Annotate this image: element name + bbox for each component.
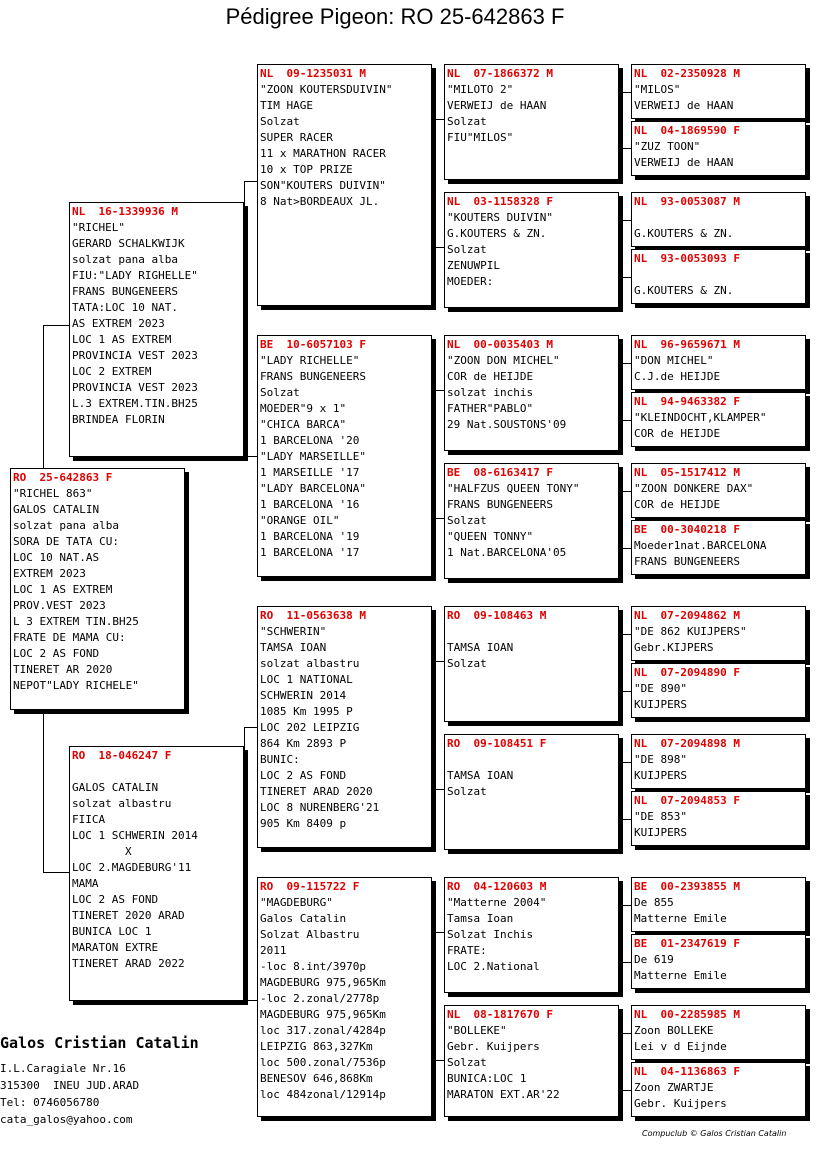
pedigree-card [631,335,806,390]
pedigree-line: SORA DE TATA CU: [13,535,119,548]
pedigree-card [631,392,806,447]
ring-number: NL 04-1869590 F [634,124,740,137]
pedigree-line: 1 BARCELONA '17 [260,546,360,559]
connector-line [619,220,631,221]
pedigree-line: COR de HEIJDE [447,370,534,383]
pedigree-line: LOC 8 NURENBERG'21 [260,801,380,814]
pedigree-line: Solzat [260,115,300,128]
ring-number: RO 09-115722 F [260,880,360,893]
ring-number: NL 00-0035403 M [447,338,553,351]
pedigree-card [444,877,619,993]
pedigree-line: Matterne Emile [634,969,727,982]
connector-line [432,518,444,519]
pedigree-line: L 3 EXTREM TIN.BH25 [13,615,139,628]
pedigree-line [447,752,616,768]
pedigree-card [69,746,244,1001]
ring-number: NL 00-2285985 M [634,1008,740,1021]
pedigree-line: 1085 Km 1995 P [260,705,353,718]
pedigree-line: GERARD SCHALKWIJK [72,237,185,250]
pedigree-line: LOC 1 SCHWERIN 2014 [72,829,198,842]
ring-number: NL 08-1817670 F [447,1008,553,1021]
ring-number: RO 09-108463 M [447,609,547,622]
pedigree-line: FRANS BUNGENEERS [447,498,553,511]
pedigree-line [634,267,803,283]
pedigree-line: De 855 [634,896,674,909]
pedigree-line: KUIJPERS [634,769,687,782]
connector-line [244,456,257,457]
pedigree-line: TINERET ARAD 2022 [72,957,185,970]
pedigree-line: "Matterne 2004" [447,896,547,909]
pedigree-line: loc 500.zonal/7536p [260,1056,386,1069]
pedigree-card [631,64,806,119]
connector-line [619,1033,631,1034]
pedigree-line: Solzat [447,115,487,128]
pedigree-line: X [72,845,132,858]
connector-line [619,905,631,906]
pedigree-line: TATA:LOC 10 NAT. [72,301,178,314]
ring-number: NL 07-2094853 F [634,794,740,807]
pedigree-line: BENESOV 646,868Km [260,1072,373,1085]
pedigree-line: C.J.de HEIJDE [634,370,721,383]
pedigree-card [257,64,432,306]
pedigree-line: "CHICA BARCA" [260,418,347,431]
pedigree-line: Zoon BOLLEKE [634,1024,714,1037]
ring-number: RO 04-120603 M [447,880,547,893]
connector-line [432,1060,444,1061]
pedigree-line: Zoon ZWARTJE [634,1081,714,1094]
pedigree-line: G.KOUTERS & ZN. [447,227,547,240]
pedigree-line: "ZOON DON MICHEL" [447,354,560,367]
pedigree-line: "MILOTO 2" [447,83,514,96]
pedigree-line: Gebr. Kuijpers [634,1097,727,1110]
pedigree-line [447,624,616,640]
pedigree-line: "LADY RICHELLE" [260,354,360,367]
owner-phone: Tel: 0746056780 [0,1096,100,1109]
pedigree-card [444,734,619,850]
pedigree-line: Solzat [447,243,487,256]
pedigree-card [631,192,806,247]
ring-number: NL 96-9659671 M [634,338,740,351]
connector-line [244,727,257,728]
pedigree-line: FRATE DE MAMA CU: [13,631,126,644]
pedigree-line [634,210,803,226]
pedigree-card [631,877,806,932]
pedigree-line: GALOS CATALIN [13,503,100,516]
connector-line [619,363,631,364]
pedigree-card [631,249,806,304]
connector-line [432,390,444,391]
pedigree-card [444,335,619,451]
pedigree-line: COR de HEIJDE [634,498,721,511]
pedigree-card [631,1062,806,1117]
pedigree-line: LOC 2.MAGDEBURG'11 [72,861,192,874]
pedigree-line: G.KOUTERS & ZN. [634,227,734,240]
pedigree-line: 905 Km 8409 p [260,817,347,830]
pedigree-line: 8 Nat>BORDEAUX JL. [260,195,380,208]
ring-number: NL 07-1866372 M [447,67,553,80]
page-title: Pédigree Pigeon: RO 25-642863 F [225,4,565,29]
pedigree-card [631,934,806,989]
pedigree-line: BUNIC: [260,753,300,766]
pedigree-line: 11 x MARATHON RACER [260,147,386,160]
pedigree-line: FRATE: [447,944,487,957]
connector-line [619,962,631,963]
ring-number: RO 25-642863 F [13,471,113,484]
owner-address-block [0,1060,139,1128]
owner-name: Galos Cristian Catalin [0,1034,199,1052]
pedigree-card [444,463,619,579]
pedigree-line: -loc 8.int/3970p [260,960,366,973]
pedigree-line: FIICA [72,813,106,826]
pedigree-line: 864 Km 2893 P [260,737,347,750]
pedigree-line: "ORANGE OIL" [260,514,340,527]
pedigree-line: Gebr. Kuijpers [447,1040,540,1053]
pedigree-line: LOC 1 AS EXTREM [13,583,113,596]
pedigree-card [631,121,806,176]
pedigree-line: LOC 2 AS FOND [260,769,347,782]
pedigree-line: BUNICA LOC 1 [72,925,152,938]
connector-line [244,1000,257,1001]
ring-number: NL 04-1136863 F [634,1065,740,1078]
pedigree-line: Tamsa Ioan [447,912,514,925]
ring-number: NL 93-0053093 F [634,252,740,265]
pedigree-line: TAMSA IOAN [447,769,514,782]
pedigree-line: solzat pana alba [72,253,178,266]
ring-number: NL 94-9463382 F [634,395,740,408]
pedigree-line: TINERET 2020 ARAD [72,909,185,922]
pedigree-line: TINERET AR 2020 [13,663,113,676]
pedigree-line: MAMA [72,877,99,890]
connector-line [619,691,631,692]
footer-credit: Compuclub © Galos Cristian Catalin [642,1129,787,1138]
pedigree-line: "MILOS" [634,83,681,96]
connector-line [619,762,631,763]
pedigree-line: TIM HAGE [260,99,313,112]
pedigree-card [631,463,806,518]
pedigree-line: loc 484zonal/12914p [260,1088,386,1101]
pedigree-line: SON"KOUTERS DUIVIN" [260,179,386,192]
pedigree-card [631,1005,806,1060]
pedigree-line: 1 MARSEILLE '17 [260,466,360,479]
connector-line [619,1090,631,1091]
pedigree-line: FIU:"LADY RIGHELLE" [72,269,198,282]
connector-line [244,181,245,456]
pedigree-line: SCHWERIN 2014 [260,689,347,702]
pedigree-line: PROVINCIA VEST 2023 [72,381,198,394]
pedigree-line: Galos Catalin [260,912,347,925]
pedigree-line: LOC 2 AS FOND [72,893,159,906]
pedigree-line: VERWEIJ de HAAN [447,99,547,112]
pedigree-line: "ZOON KOUTERSDUIVIN" [260,83,393,96]
pedigree-line: TINERET ARAD 2020 [260,785,373,798]
pedigree-line: Lei v d Eijnde [634,1040,727,1053]
pedigree-line: MAGDEBURG 975,965Km [260,1008,386,1021]
pedigree-line: solzat inchis [447,386,534,399]
pedigree-line: "ZUZ TOON" [634,140,701,153]
connector-line [432,932,444,933]
pedigree-line: loc 317.zonal/4284p [260,1024,386,1037]
ring-number: BE 00-3040218 F [634,523,740,536]
pedigree-card [257,335,432,577]
pedigree-line: "ZOON DONKERE DAX" [634,482,754,495]
pedigree-line: COR de HEIJDE [634,427,721,440]
ring-number: RO 18-046247 F [72,749,172,762]
connector-line [432,789,444,790]
pedigree-line: solzat albastru [72,797,172,810]
pedigree-line: LOC 2 EXTREM [72,365,152,378]
pedigree-line: "DON MICHEL" [634,354,714,367]
connector-line [619,148,631,149]
pedigree-card [631,606,806,661]
pedigree-card [444,64,619,180]
pedigree-line: FRANS BUNGENEERS [72,285,178,298]
pedigree-card [257,877,432,1117]
pedigree-card [10,468,185,710]
pedigree-line: "QUEEN TONNY" [447,530,534,543]
pedigree-line: PROV.VEST 2023 [13,599,106,612]
pedigree-card [631,791,806,846]
pedigree-line: "LADY BARCELONA" [260,482,366,495]
connector-line [619,491,631,492]
connector-line [43,710,44,872]
pedigree-line: FATHER"PABLO" [447,402,534,415]
pedigree-line: "KLEINDOCHT,KLAMPER" [634,411,767,424]
pedigree-line: Solzat [260,386,300,399]
pedigree-line: Solzat [447,1056,487,1069]
ring-number: RO 09-108451 F [447,737,547,750]
pedigree-line: KUIJPERS [634,826,687,839]
ring-number: NL 05-1517412 M [634,466,740,479]
pedigree-line: LOC 202 LEIPZIG [260,721,360,734]
connector-line [619,548,631,549]
pedigree-line: Solzat [447,514,487,527]
pedigree-line: "DE 862 KUIJPERS" [634,625,747,638]
connector-line [43,872,69,873]
ring-number: RO 11-0563638 M [260,609,366,622]
pedigree-card [257,606,432,848]
pedigree-line: LOC 2.National [447,960,540,973]
pedigree-line: Gebr.KIJPERS [634,641,714,654]
pedigree-line: FRANS BUNGENEERS [634,555,740,568]
connector-line [432,247,444,248]
pedigree-line: "RICHEL 863" [13,487,93,500]
pedigree-line: 1 BARCELONA '20 [260,434,360,447]
pedigree-line: PROVINCIA VEST 2023 [72,349,198,362]
pedigree-line [72,764,241,780]
pedigree-line: TAMSA IOAN [260,641,327,654]
pedigree-line: "RICHEL" [72,221,125,234]
pedigree-line: KUIJPERS [634,698,687,711]
pedigree-line: "HALFZUS QUEEN TONY" [447,482,580,495]
connector-line [244,727,245,1000]
pedigree-line: "BOLLEKE" [447,1024,507,1037]
ring-number: NL 16-1339936 M [72,205,178,218]
pedigree-line: 1 BARCELONA '16 [260,498,360,511]
owner-address-line-1: I.L.Caragiale Nr.16 [0,1062,126,1075]
ring-number: NL 09-1235031 M [260,67,366,80]
ring-number: BE 08-6163417 F [447,466,553,479]
pedigree-line: FRANS BUNGENEERS [260,370,366,383]
connector-line [244,181,257,182]
pedigree-line: Solzat Inchis [447,928,534,941]
pedigree-line: "DE 890" [634,682,687,695]
pedigree-line: Solzat [447,785,487,798]
connector-line [619,277,631,278]
pedigree-line: "SCHWERIN" [260,625,327,638]
pedigree-card [444,606,619,722]
pedigree-line: MOEDER"9 x 1" [260,402,347,415]
connector-line [43,325,44,468]
pedigree-card [69,202,244,457]
pedigree-line: ZENUWPIL [447,259,500,272]
pedigree-line: L.3 EXTREM.TIN.BH25 [72,397,198,410]
pedigree-line: Solzat [447,657,487,670]
ring-number: NL 07-2094898 M [634,737,740,750]
pedigree-line: "LADY MARSEILLE" [260,450,366,463]
connector-line [432,661,444,662]
pedigree-line: "DE 853" [634,810,687,823]
pedigree-line: FIU"MILOS" [447,131,514,144]
pedigree-line: "KOUTERS DUIVIN" [447,211,553,224]
pedigree-line: -loc 2.zonal/2778p [260,992,380,1005]
pedigree-line: LOC 1 NATIONAL [260,673,353,686]
pedigree-line: 2011 [260,944,287,957]
pedigree-line: NEPOT"LADY RICHELE" [13,679,139,692]
pedigree-card [631,734,806,789]
pedigree-card [444,192,619,308]
pedigree-line: LOC 1 AS EXTREM [72,333,172,346]
connector-line [432,119,444,120]
pedigree-line: VERWEIJ de HAAN [634,156,734,169]
pedigree-line: SUPER RACER [260,131,333,144]
pedigree-line: Solzat Albastru [260,928,360,941]
ring-number: NL 03-1158328 F [447,195,553,208]
connector-line [619,92,631,93]
connector-line [43,325,69,326]
ring-number: BE 10-6057103 F [260,338,366,351]
pedigree-line: BUNICA:LOC 1 [447,1072,527,1085]
pedigree-line: 1 Nat.BARCELONA'05 [447,546,567,559]
pedigree-line: Moeder1nat.BARCELONA [634,539,767,552]
pedigree-line: VERWEIJ de HAAN [634,99,734,112]
pedigree-line: BRINDEA FLORIN [72,413,165,426]
pedigree-line: MOEDER: [447,275,494,288]
connector-line [619,420,631,421]
pedigree-card [631,663,806,718]
owner-address-line-2: 315300 INEU JUD.ARAD [0,1079,140,1092]
owner-email[interactable]: cata_galos@yahoo.com [0,1113,133,1126]
pedigree-line: G.KOUTERS & ZN. [634,284,734,297]
connector-line [619,819,631,820]
pedigree-line: 10 x TOP PRIZE [260,163,353,176]
pedigree-line: MARATON EXTRE [72,941,159,954]
pedigree-line: Matterne Emile [634,912,727,925]
ring-number: NL 07-2094862 M [634,609,740,622]
pedigree-line: De 619 [634,953,674,966]
pedigree-line: solzat albastru [260,657,360,670]
pedigree-line: AS EXTREM 2023 [72,317,165,330]
connector-line [619,634,631,635]
pedigree-line: TAMSA IOAN [447,641,514,654]
pedigree-card [631,520,806,575]
pedigree-card [444,1005,619,1117]
pedigree-line: MAGDEBURG 975,965Km [260,976,386,989]
pedigree-line: LOC 2 AS FOND [13,647,100,660]
pedigree-line: LEIPZIG 863,327Km [260,1040,373,1053]
ring-number: NL 07-2094890 F [634,666,740,679]
pedigree-line: 1 BARCELONA '19 [260,530,360,543]
ring-number: NL 93-0053087 M [634,195,740,208]
pedigree-line: "MAGDEBURG" [260,896,333,909]
ring-number: BE 00-2393855 M [634,880,740,893]
pedigree-line: "DE 898" [634,753,687,766]
pedigree-line: solzat pana alba [13,519,119,532]
pedigree-line: LOC 10 NAT.AS [13,551,100,564]
pedigree-line: GALOS CATALIN [72,781,159,794]
ring-number: BE 01-2347619 F [634,937,740,950]
pedigree-line: EXTREM 2023 [13,567,86,580]
pedigree-line: MARATON EXT.AR'22 [447,1088,560,1101]
ring-number: NL 02-2350928 M [634,67,740,80]
pedigree-line: 29 Nat.SOUSTONS'09 [447,418,567,431]
